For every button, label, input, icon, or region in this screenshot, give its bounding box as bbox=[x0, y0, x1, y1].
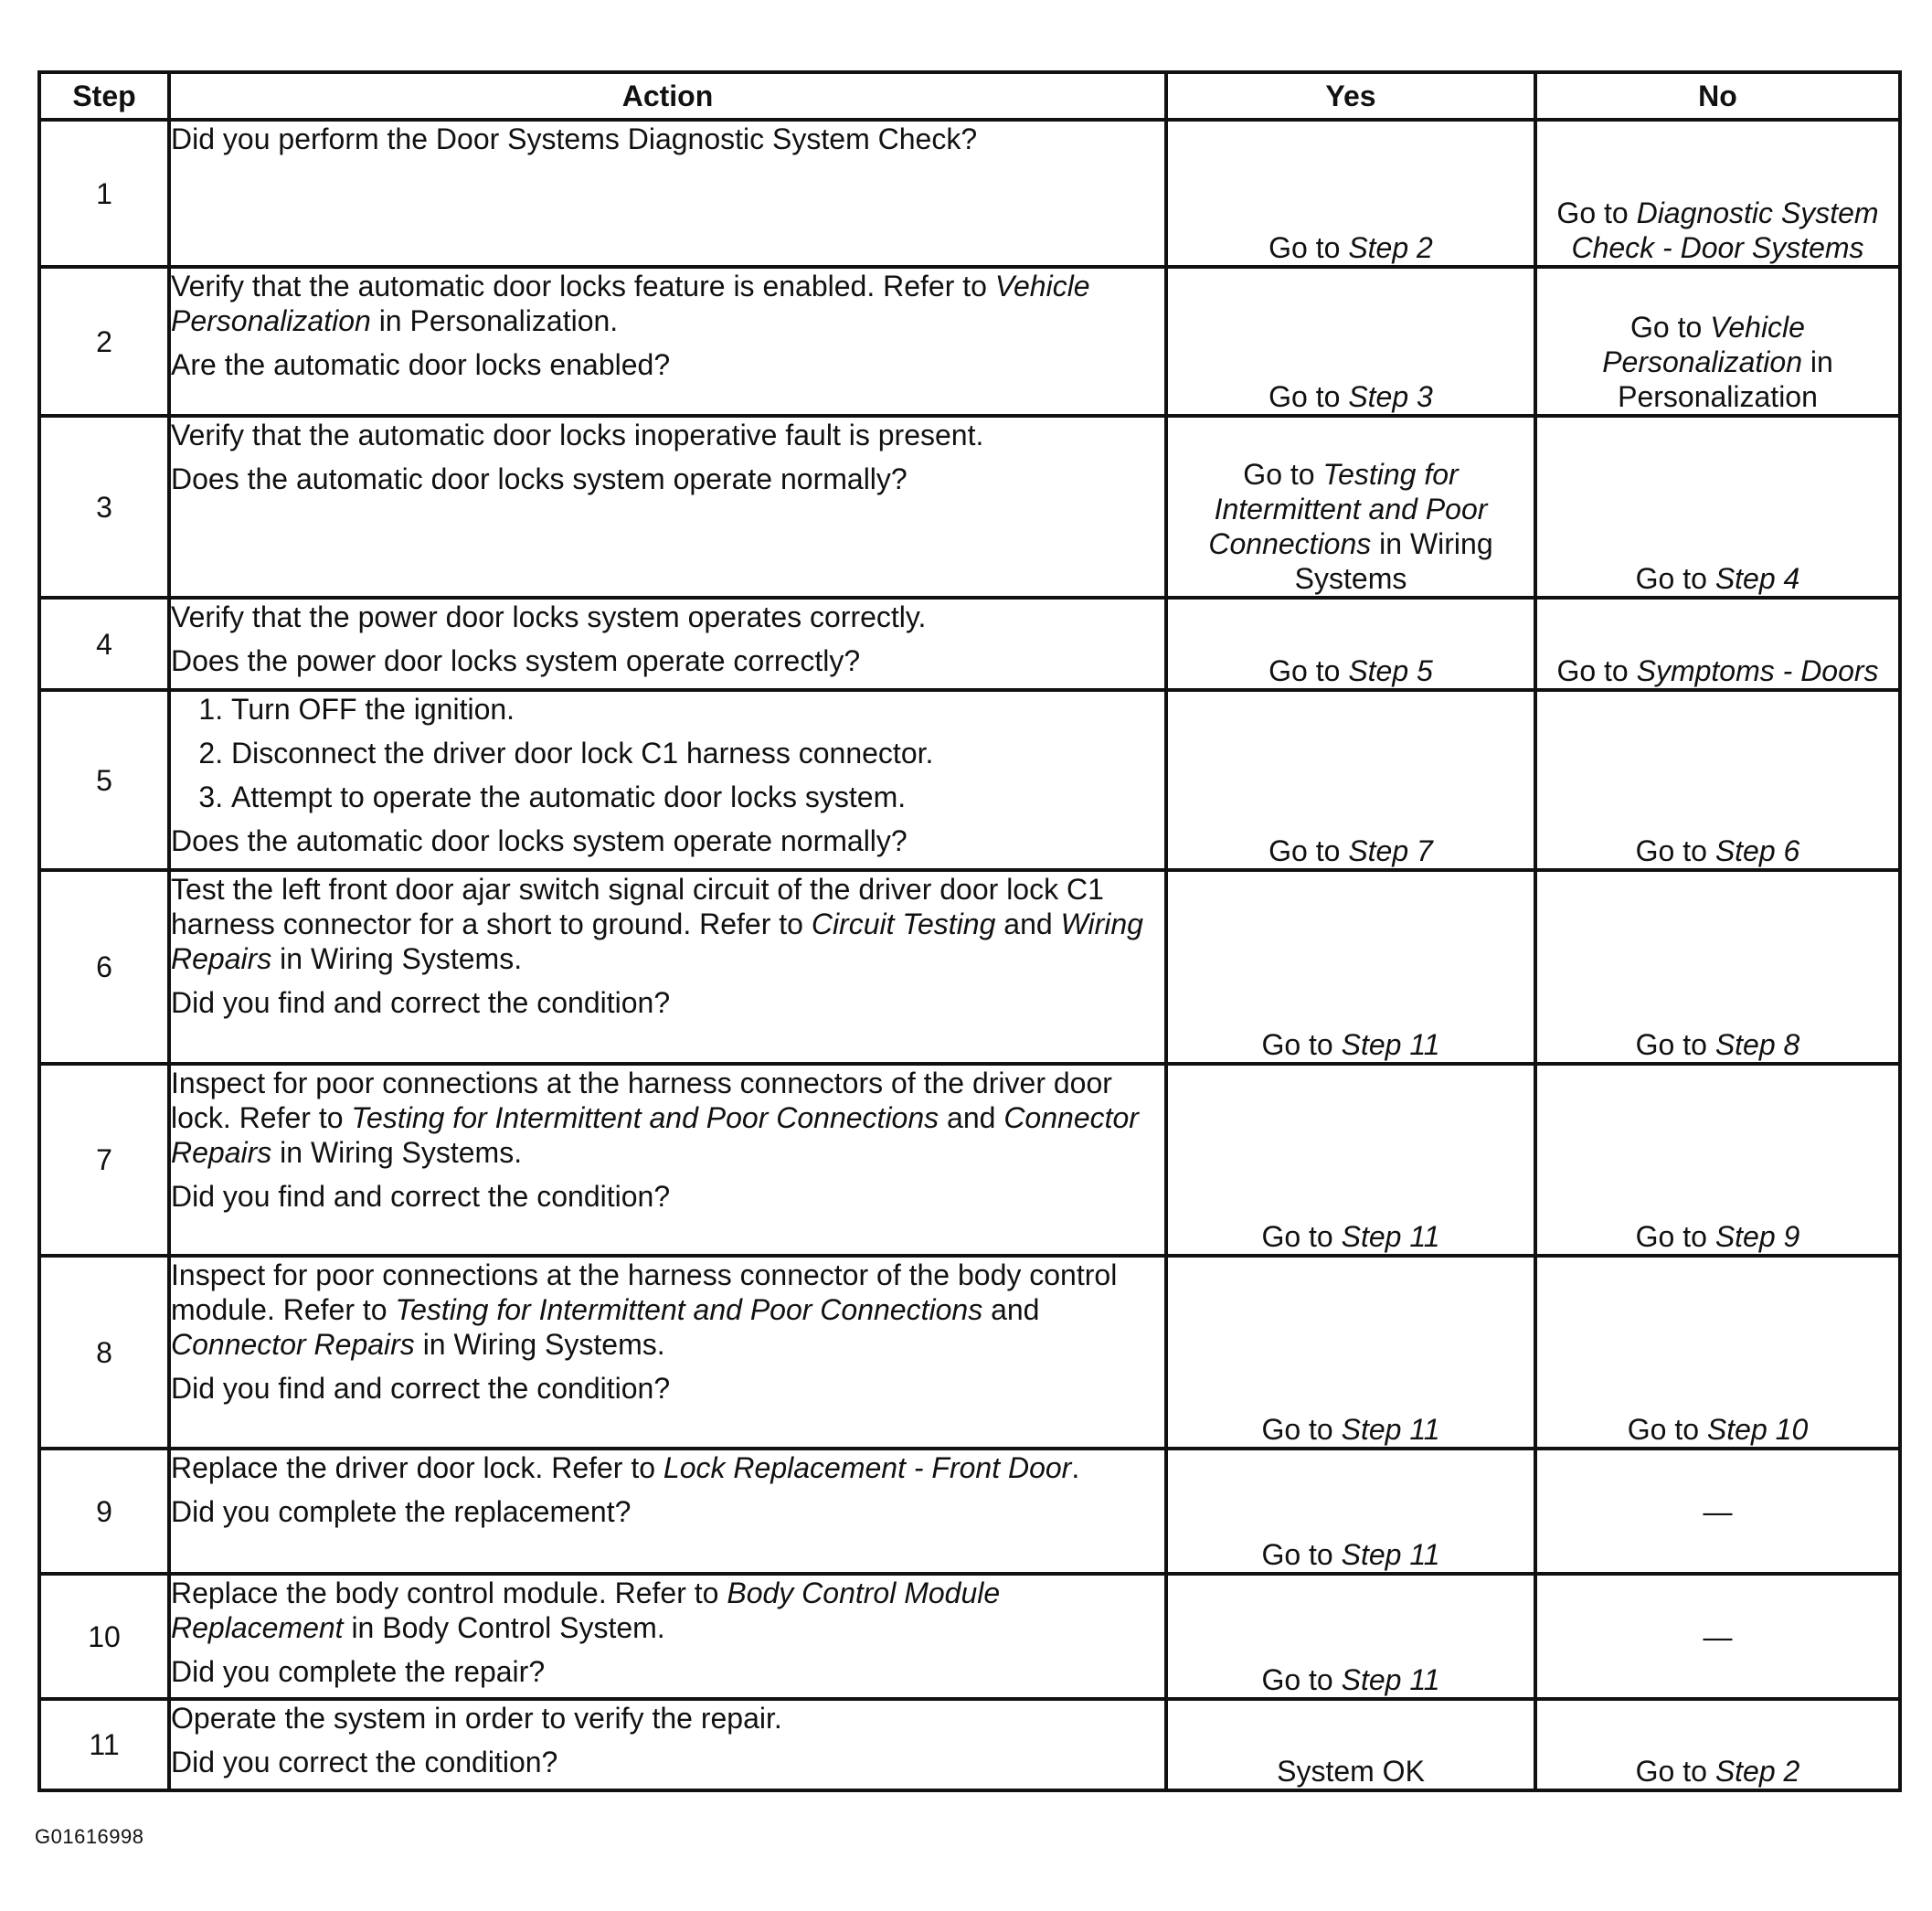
reference-link: Testing for Intermittent and Poor Connections bbox=[351, 1101, 939, 1134]
yes-cell bbox=[1166, 267, 1535, 416]
table-row bbox=[39, 870, 1900, 1064]
reference-link: Step 11 bbox=[1341, 1220, 1440, 1253]
text-segment: and bbox=[982, 1293, 1040, 1326]
text-segment: in Wiring Systems. bbox=[271, 1136, 523, 1169]
action-cell bbox=[169, 416, 1166, 598]
text-segment: Go to bbox=[1635, 1755, 1715, 1788]
text-segment: Does the power door locks system operate correctly? bbox=[171, 644, 861, 677]
diagnostic-table bbox=[37, 70, 1902, 1792]
text-segment: Inspect for poor connections at the harness connector of the body control module. Refer to bbox=[171, 1258, 1118, 1326]
table-row bbox=[39, 1064, 1900, 1256]
reference-link: Step 2 bbox=[1348, 231, 1433, 264]
table-row bbox=[39, 416, 1900, 598]
yes-cell bbox=[1166, 1449, 1535, 1574]
step-number: 7 bbox=[39, 1064, 169, 1256]
text-segment: in Wiring Systems. bbox=[271, 942, 523, 975]
reference-link: Step 11 bbox=[1341, 1028, 1440, 1061]
text-segment: — bbox=[1703, 1619, 1733, 1653]
header-step: Step bbox=[39, 72, 169, 120]
text-segment: Go to bbox=[1269, 380, 1349, 413]
no-cell bbox=[1535, 416, 1900, 598]
yes-cell bbox=[1166, 870, 1535, 1064]
text-segment: Operate the system in order to verify the repair. bbox=[171, 1702, 782, 1735]
action-cell bbox=[169, 120, 1166, 267]
text-segment: Does the automatic door locks system operate normally? bbox=[171, 824, 908, 857]
text-segment: in Personalization bbox=[1618, 345, 1833, 413]
yes-cell bbox=[1166, 120, 1535, 267]
no-cell bbox=[1535, 120, 1900, 267]
text-segment: and bbox=[939, 1101, 1004, 1134]
table-row bbox=[39, 120, 1900, 267]
no-cell bbox=[1535, 598, 1900, 690]
reference-link: Step 5 bbox=[1348, 654, 1433, 687]
reference-link: Step 4 bbox=[1714, 562, 1800, 595]
yes-cell bbox=[1166, 1699, 1535, 1790]
action-paragraph bbox=[171, 1494, 1164, 1529]
step-number: 5 bbox=[39, 690, 169, 870]
text-segment: Go to bbox=[1635, 834, 1715, 867]
no-cell bbox=[1535, 1256, 1900, 1449]
step-number: 10 bbox=[39, 1574, 169, 1699]
reference-link: Step 11 bbox=[1341, 1538, 1440, 1571]
text-segment: Replace the driver door lock. Refer to bbox=[171, 1451, 663, 1484]
reference-link: Testing for Intermittent and Poor Connections bbox=[1208, 458, 1488, 560]
text-segment: in Wiring Systems. bbox=[414, 1328, 665, 1361]
text-segment: Go to bbox=[1243, 458, 1323, 491]
table-body bbox=[39, 120, 1900, 1790]
table-row bbox=[39, 1574, 1900, 1699]
table-row bbox=[39, 1699, 1900, 1790]
yes-cell bbox=[1166, 598, 1535, 690]
text-segment: Does the automatic door locks system operate normally? bbox=[171, 462, 908, 495]
reference-link: Step 9 bbox=[1714, 1220, 1800, 1253]
text-segment: Test the left front door ajar switch signal circuit of the driver door lock C1 harness connector for a short to ground. Refer to bbox=[171, 873, 1104, 940]
text-segment: Verify that the automatic door locks feature is enabled. Refer to bbox=[171, 270, 995, 303]
text-segment: Verify that the automatic door locks inoperative fault is present. bbox=[171, 419, 984, 451]
table-row bbox=[39, 690, 1900, 870]
action-paragraph bbox=[171, 462, 1164, 496]
substep-item: 3. Attempt to operate the automatic door locks system. bbox=[231, 780, 1164, 814]
action-paragraph bbox=[171, 1371, 1164, 1406]
text-segment: — bbox=[1703, 1494, 1733, 1528]
reference-link: Step 6 bbox=[1714, 834, 1800, 867]
action-paragraph bbox=[171, 122, 1164, 156]
header-action: Action bbox=[169, 72, 1166, 120]
reference-link: Step 11 bbox=[1341, 1413, 1440, 1446]
step-number: 8 bbox=[39, 1256, 169, 1449]
action-cell bbox=[169, 598, 1166, 690]
no-cell bbox=[1535, 1449, 1900, 1574]
text-segment: in Personalization. bbox=[370, 304, 619, 337]
text-segment: Are the automatic door locks enabled? bbox=[171, 348, 671, 381]
action-cell bbox=[169, 1449, 1166, 1574]
text-segment: Go to bbox=[1269, 834, 1349, 867]
text-segment: System OK bbox=[1277, 1755, 1425, 1788]
action-cell bbox=[169, 870, 1166, 1064]
text-segment: Go to bbox=[1630, 311, 1711, 344]
action-cell bbox=[169, 1064, 1166, 1256]
action-cell bbox=[169, 1256, 1166, 1449]
text-segment: and bbox=[995, 908, 1061, 940]
yes-cell bbox=[1166, 1256, 1535, 1449]
action-cell bbox=[169, 1699, 1166, 1790]
substep-item: 2. Disconnect the driver door lock C1 harness connector. bbox=[231, 736, 1164, 770]
substep-list bbox=[171, 692, 1164, 814]
text-segment: in Wiring Systems bbox=[1294, 527, 1493, 595]
text-segment: Go to bbox=[1556, 196, 1637, 229]
text-segment: Go to bbox=[1261, 1413, 1342, 1446]
reference-link: Circuit Testing bbox=[811, 908, 996, 940]
action-cell bbox=[169, 267, 1166, 416]
reference-link: Step 2 bbox=[1714, 1755, 1800, 1788]
header-yes: Yes bbox=[1166, 72, 1535, 120]
text-segment: Go to bbox=[1635, 1220, 1715, 1253]
action-paragraph bbox=[171, 872, 1164, 976]
text-segment: Did you find and correct the condition? bbox=[171, 986, 671, 1019]
step-number: 4 bbox=[39, 598, 169, 690]
table-row bbox=[39, 1256, 1900, 1449]
figure-id: G01616998 bbox=[35, 1825, 144, 1848]
action-cell bbox=[169, 690, 1166, 870]
action-paragraph bbox=[171, 269, 1164, 338]
table-row bbox=[39, 267, 1900, 416]
step-number: 3 bbox=[39, 416, 169, 598]
action-paragraph bbox=[171, 1576, 1164, 1645]
action-paragraph bbox=[171, 1258, 1164, 1362]
header-no: No bbox=[1535, 72, 1900, 120]
reference-link: Connector Repairs bbox=[171, 1328, 415, 1361]
text-segment: Replace the body control module. Refer to bbox=[171, 1577, 727, 1609]
reference-link: Body Control Module Replacement bbox=[171, 1577, 1001, 1644]
text-segment: Go to bbox=[1261, 1220, 1342, 1253]
text-segment: Did you complete the replacement? bbox=[171, 1495, 632, 1528]
text-segment: Go to bbox=[1261, 1663, 1342, 1696]
action-paragraph bbox=[171, 1179, 1164, 1214]
action-paragraph bbox=[171, 1654, 1164, 1689]
reference-link: Step 11 bbox=[1341, 1663, 1440, 1696]
reference-link: Lock Replacement - Front Door bbox=[663, 1451, 1072, 1484]
text-segment: Did you perform the Door Systems Diagnostic System Check? bbox=[171, 122, 978, 155]
text-segment: Did you correct the condition? bbox=[171, 1746, 558, 1778]
reference-link: Step 8 bbox=[1714, 1028, 1800, 1061]
step-number: 1 bbox=[39, 120, 169, 267]
reference-link: Vehicle Personalization bbox=[171, 270, 1090, 337]
header-row bbox=[39, 72, 1900, 120]
reference-link: Vehicle Personalization bbox=[1602, 311, 1805, 378]
action-paragraph bbox=[171, 347, 1164, 382]
substep-item: 1. Turn OFF the ignition. bbox=[231, 692, 1164, 727]
text-segment: Go to bbox=[1269, 231, 1349, 264]
action-paragraph bbox=[171, 1701, 1164, 1736]
action-paragraph bbox=[171, 1066, 1164, 1170]
table-row bbox=[39, 598, 1900, 690]
action-paragraph bbox=[171, 1745, 1164, 1779]
table-row bbox=[39, 1449, 1900, 1574]
reference-link: Testing for Intermittent and Poor Connections bbox=[395, 1293, 983, 1326]
reference-link: Step 10 bbox=[1706, 1413, 1809, 1446]
action-paragraph bbox=[171, 1450, 1164, 1485]
text-segment: Did you complete the repair? bbox=[171, 1655, 546, 1688]
text-segment: Go to bbox=[1635, 1028, 1715, 1061]
action-cell bbox=[169, 1574, 1166, 1699]
action-paragraph bbox=[171, 418, 1164, 452]
text-segment: Did you find and correct the condition? bbox=[171, 1180, 671, 1213]
text-segment: Go to bbox=[1635, 562, 1715, 595]
reference-link: Connector Repairs bbox=[171, 1101, 1139, 1169]
yes-cell bbox=[1166, 690, 1535, 870]
text-segment: Go to bbox=[1556, 654, 1637, 687]
step-number: 6 bbox=[39, 870, 169, 1064]
text-segment: Go to bbox=[1269, 654, 1349, 687]
no-cell bbox=[1535, 870, 1900, 1064]
no-cell bbox=[1535, 690, 1900, 870]
reference-link: Symptoms - Doors bbox=[1636, 654, 1879, 687]
text-segment: Verify that the power door locks system operates correctly. bbox=[171, 600, 927, 633]
action-paragraph bbox=[171, 985, 1164, 1020]
text-segment: . bbox=[1071, 1451, 1080, 1484]
yes-cell bbox=[1166, 1574, 1535, 1699]
text-segment: Go to bbox=[1261, 1538, 1342, 1571]
no-cell bbox=[1535, 1699, 1900, 1790]
action-paragraph bbox=[171, 600, 1164, 634]
text-segment: Go to bbox=[1261, 1028, 1342, 1061]
text-segment: in Body Control System. bbox=[343, 1611, 665, 1644]
no-cell bbox=[1535, 1064, 1900, 1256]
reference-link: Step 7 bbox=[1348, 834, 1433, 867]
text-segment: Inspect for poor connections at the harness connectors of the driver door lock. Refer to bbox=[171, 1067, 1112, 1134]
step-number: 9 bbox=[39, 1449, 169, 1574]
reference-link: Diagnostic System Check - Door Systems bbox=[1571, 196, 1879, 264]
text-segment: Go to bbox=[1627, 1413, 1707, 1446]
reference-link: Step 3 bbox=[1348, 380, 1433, 413]
no-cell bbox=[1535, 267, 1900, 416]
no-cell bbox=[1535, 1574, 1900, 1699]
text-segment: Did you find and correct the condition? bbox=[171, 1372, 671, 1405]
step-number: 11 bbox=[39, 1699, 169, 1790]
yes-cell bbox=[1166, 416, 1535, 598]
reference-link: Wiring Repairs bbox=[171, 908, 1143, 975]
action-paragraph bbox=[171, 643, 1164, 678]
action-paragraph bbox=[171, 823, 1164, 858]
yes-cell bbox=[1166, 1064, 1535, 1256]
step-number: 2 bbox=[39, 267, 169, 416]
